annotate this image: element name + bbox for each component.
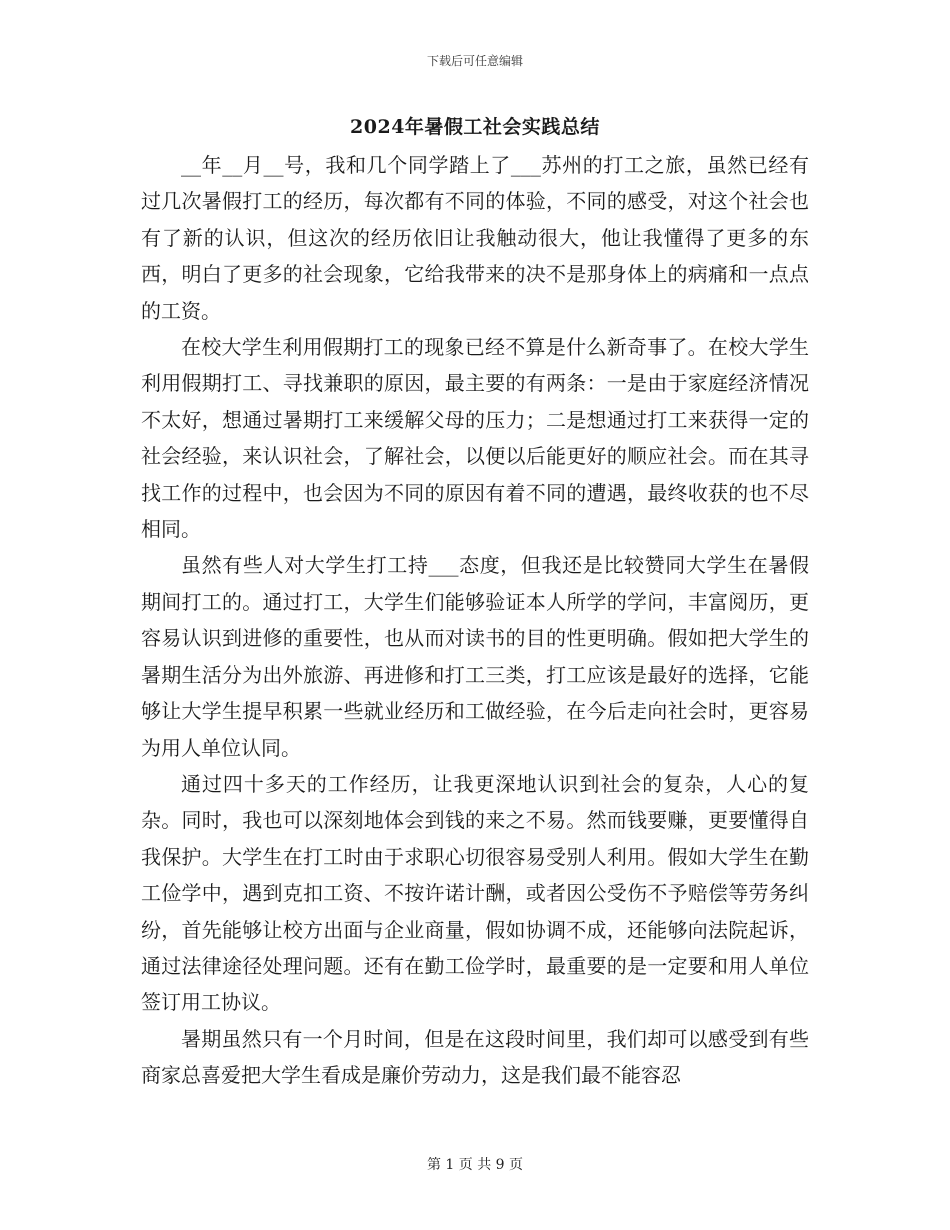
paragraph-2: 在校大学生利用假期打工的现象已经不算是什么新奇事了。在校大学生利用假期打工、寻找兼职的原因，最主要的有两条：一是由于家庭经济情况不太好，想通过暑期打工来缓解父母的压力；二是想通过打工来获得一定的社会经验，来认识社会，了解社会，以便以后能更好的顺应社会。而在其寻找工作的过程中，也会因为不同的原因有着不同的遭遇，最终收获的也不尽相同。 bbox=[141, 335, 809, 542]
paragraph-5: 暑期虽然只有一个月时间，但是在这段时间里，我们却可以感受到有些商家总喜爱把大学生看成是廉价劳动力，这是我们最不能容忍 bbox=[141, 1026, 809, 1088]
paragraph-4: 通过四十多天的工作经历，让我更深地认识到社会的复杂，人心的复杂。同时，我也可以深刻地体会到钱的来之不易。然而钱要赚，更要懂得自我保护。大学生在打工时由于求职心切很容易受别人利用。假如大学生在勤工俭学中，遇到克扣工资、不按许诺计酬，或者因公受伤不予赔偿等劳务纠纷，首先能够让校方出面与企业商量，假如协调不成，还能够向法院起诉，通过法律途径处理问题。还有在勤工俭学时，最重要的是一定要和用人单位签订用工协议。 bbox=[141, 771, 809, 1015]
page-number: 第 1 页 共 9 页 bbox=[426, 1157, 524, 1173]
paragraph-1: __年__月__号，我和几个同学踏上了___苏州的打工之旅，虽然已经有过几次暑假打工的经历，每次都有不同的体验，不同的感受，对这个社会也有了新的认识，但这次的经历依旧让我触动很大，他让我懂得了更多的东西，明白了更多的社会现象，它给我带来的决不是那身体上的病痛和一点点的工资。 bbox=[141, 153, 809, 323]
document-title: 2024年暑假工社会实践总结 bbox=[350, 116, 600, 138]
paragraph-3: 虽然有些人对大学生打工持___态度，但我还是比较赞同大学生在暑假期间打工的。通过打工，大学生们能够验证本人所学的学问，丰富阅历，更容易认识到进修的重要性，也从而对读书的目的性更明确。假如把大学生的暑期生活分为出外旅游、再进修和打工三类，打工应该是最好的选择，它能够让大学生提早积累一些就业经历和工做经验，在今后走向社会时，更容易为用人单位认同。 bbox=[141, 553, 809, 760]
document-body bbox=[141, 147, 809, 1094]
header-note: 下载后可任意编辑 bbox=[426, 54, 523, 68]
